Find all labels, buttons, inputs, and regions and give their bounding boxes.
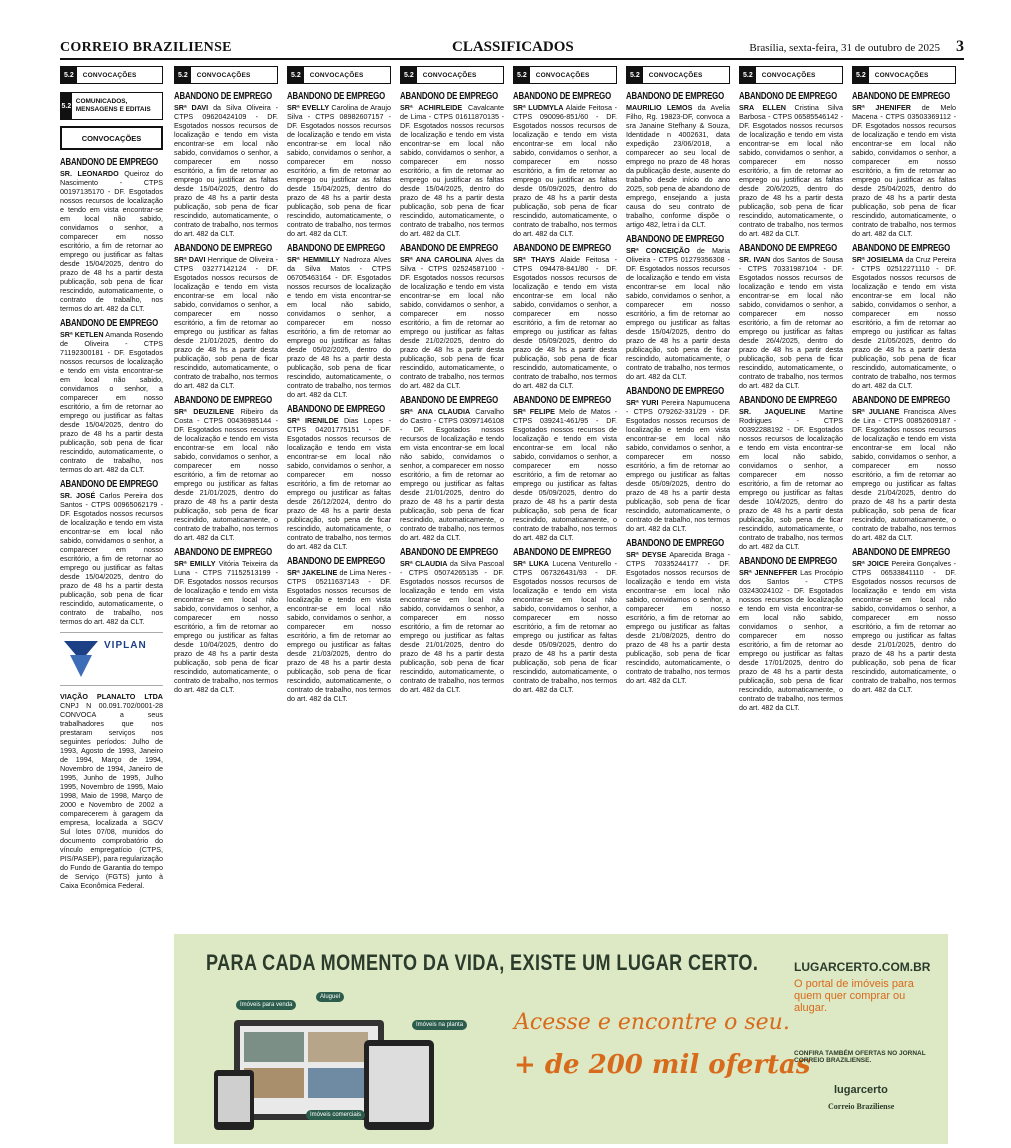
correio-logo: Correio Braziliense — [828, 1102, 895, 1111]
banner-pill: Imóveis comerciais — [306, 1110, 365, 1120]
ad-name: SRª FELIPE — [513, 407, 555, 416]
section-tag: 5.2 — [288, 67, 304, 83]
ad-body — [852, 407, 956, 542]
ad-text: Dias Lopes - CTPS 04201775151 - DF. Esgotados nossos recursos de localização e tendo em vista encontrar-se em local não sabido, convidamos o senhor, a comparecer em nosso escritório, a fim de retornar ao emprego ou justificar as faltas desde 26/12/2024, dentro do prazo de 48 hs a partir desta publicação, sob pena de ficar rescindido, automaticamente, o contrato de trabalho, nos termos do art. 482 da CLT. — [287, 416, 392, 551]
ad-title: ABANDONO DE EMPREGO — [60, 318, 159, 329]
ad-title: ABANDONO DE EMPREGO — [739, 243, 838, 254]
ad-text: de Melo Macena - CTPS 03503369112 - DF. Esgotados nossos recursos de localização e tendo em vista encontrar-se em local não sabido, convidamos o senhor, a comparecer em nosso escritório, a fim de retornar ao emprego ou justificar as faltas desde 25/04/2025, dentro do prazo de 48 hs a partir desta publicação, sob pena de ficar rescindido, automaticamente, o contrato de trabalho, nos termos do art. 482 da CLT. — [852, 103, 957, 238]
classified-ad — [400, 396, 504, 542]
ad-title: ABANDONO DE EMPREGO — [174, 91, 273, 102]
column-label: CONVOCAÇÕES — [82, 71, 137, 79]
ad-body — [513, 255, 617, 390]
classified-ad — [400, 92, 504, 238]
ad-body — [60, 491, 163, 626]
column-1 — [60, 66, 163, 896]
ad-title: ABANDONO DE EMPREGO — [174, 547, 273, 558]
ad-body — [174, 407, 278, 542]
column-header — [287, 66, 391, 84]
ad-name: SRª JAKELINE — [287, 568, 338, 577]
section-label: COMUNICADOS, MENSAGENS E EDITAIS — [75, 98, 151, 113]
ad-text: da Avelia Filho, Rg. 19823-DF, convoca a sra Janaine Stefhany & Souza, Identidade n 4002631, data expedição 23/06/2018, a comparecer ao seu local de emprego no prazo de 48 horas da publicação deste, ausente do trabalho desde início do ano 2025, sob pena de abandono de emprego, ensejando a justa causa do seu contrato de trabalho, conforme dispõe o artigo 482, letra i da CLT. — [626, 103, 730, 229]
ad-title: ABANDONO DE EMPREGO — [287, 556, 386, 567]
ad-title: ABANDONO DE EMPREGO — [400, 547, 499, 558]
ad-name: SRª DEUZILENE — [174, 407, 234, 416]
column-label: CONVOCAÇÕES — [422, 71, 477, 79]
ad-text: Ribeiro da Costa - CTPS 00436985144 - DF. Esgotados nossos recursos de localização e tendo em vista encontrar-se em local não sabido, convidamos o senhor, a comparecer em nosso escritório, a fim de retornar ao emprego ou justificar as faltas desde 21/01/2025, dentro do prazo de 48 hs a partir desta publicação, sob pena de ficar rescindido, automaticamente, o contrato de trabalho, nos termos do art. 482 da CLT. — [174, 407, 279, 542]
ad-text: da Cruz Pereira - CTPS 02512271110 - DF. Esgotados nossos recursos de localização e tendo em vista encontrar-se em local não sabido, convidamos o senhor, a comparecer em nosso escritório, a fim de retornar ao emprego ou justificar as faltas desde 21/05/2025, dentro do prazo de 48 hs a partir desta publicação, sob pena de ficar rescindido, automaticamente, o contrato de trabalho, nos termos do art. 482 da CLT. — [852, 255, 956, 390]
ad-body — [739, 103, 843, 238]
ad-text: Las Procópio dos Santos - CTPS 03243024102 - DF. Esgotados nossos recursos de localização e tendo em vista encontrar-se em local não sabido, convidamos o senhor, a comparecer em nosso escritório, a fim de retornar ao emprego ou justificar as faltas desde 17/01/2025, dentro do prazo de 48 hs a partir desta publicação, sob pena de ficar rescindido, automaticamente, o contrato de trabalho, nos termos do art. 482 da CLT. — [739, 568, 843, 712]
ad-title: ABANDONO DE EMPREGO — [852, 243, 951, 254]
classified-ad — [513, 92, 617, 238]
column-header — [400, 66, 504, 84]
classified-ad — [513, 244, 617, 390]
ad-title: ABANDONO DE EMPREGO — [400, 243, 499, 254]
ad-body — [513, 103, 617, 238]
ad-body — [174, 559, 278, 694]
ad-name: SRª ANA CLAUDIA — [400, 407, 471, 416]
column-header — [513, 66, 617, 84]
banner-site: LUGARCERTO.COM.BR — [794, 960, 931, 974]
ad-text: de Lima Neres - CTPS 05211637143 - DF. Esgotados nossos recursos de localização e tendo em vista encontrar-se em local não sabido, convidamos o senhor, a comparecer em nosso escritório, a fim de retornar ao emprego ou justificar as faltas desde 21/03/2025, dentro do prazo de 48 hs a partir desta publicação, sob pena de ficar rescindido, automaticamente, o contrato de trabalho, nos termos do art. 482 da CLT. — [287, 568, 392, 703]
ad-text: Vitória Teixeira da Luna - CTPS 71152513199 - DF. Esgotados nossos recursos de localização e tendo em vista encontrar-se em local não sabido, convidamos o senhor, a comparecer em nosso escritório, a fim de retornar ao emprego ou justificar as faltas desde 10/04/2025, dentro do prazo de 48 hs a partir desta publicação, sob pena de ficar rescindido, automaticamente, o contrato de trabalho, nos termos do art. 482 da CLT. — [174, 559, 278, 694]
section-tag: 5.2 — [61, 67, 77, 83]
ad-name: MAURILIO LEMOS — [626, 103, 693, 112]
ad-title: ABANDONO DE EMPREGO — [513, 243, 612, 254]
column-header — [60, 66, 163, 84]
ad-body — [513, 559, 617, 694]
ad-title: ABANDONO DE EMPREGO — [739, 91, 838, 102]
classified-ad — [400, 548, 504, 694]
ad-body — [739, 407, 843, 551]
ad-title: ABANDONO DE EMPREGO — [739, 395, 838, 406]
column-5 — [513, 66, 617, 700]
ad-body — [626, 550, 730, 685]
ad-title: ABANDONO DE EMPREGO — [852, 395, 951, 406]
ad-title: ABANDONO DE EMPREGO — [400, 395, 499, 406]
ad-name: SR. JOSÉ — [60, 491, 96, 500]
ad-body — [626, 246, 730, 381]
column-4 — [400, 66, 504, 700]
ad-list — [626, 92, 730, 685]
classified-ad — [852, 548, 956, 694]
ad-title: ABANDONO DE EMPREGO — [513, 547, 612, 558]
classified-ad — [626, 235, 730, 381]
ad-list — [852, 92, 956, 694]
notice-body: CNPJ N 00.091.702/0001-28 CONVOCA a seus trabalhadores que nos prestaram serviços nos seguintes períodos: Julho de 1993, Agosto de 1993, Janeiro de 1994, Março de 1994, Novembro de 1994, Janeiro de 1995, Junho de 1995, Julho 1995, Novembro de 1995, Maio 1998, Maio de 1998, Março de 2000 e Novembro de 2002 a comparecerem à garagem da empresa, localizada a SGCV Sul lotes 07/08, munidos do documento comprobatório do vínculo empregatício (CTPS, PIS/PASEP), para regularização do Fundo de Garantia do tempo de Serviço (FGTS) junto à Caixa Econômica Federal. — [60, 701, 163, 890]
classified-ad — [287, 244, 391, 399]
classified-ad — [852, 396, 956, 542]
ad-title: ABANDONO DE EMPREGO — [626, 234, 725, 245]
ad-title: ABANDONO DE EMPREGO — [174, 243, 273, 254]
column-8 — [852, 66, 956, 700]
classified-ad — [174, 244, 278, 390]
ad-title: ABANDONO DE EMPREGO — [400, 91, 499, 102]
ad-body — [739, 255, 843, 390]
ad-text: Lucena Venturello - CTPS 067326431/93 - DF. Esgotados nossos recursos de localização e tendo em vista encontrar-se em local não sabido, convidamos o senhor, a comparecer em nosso escritório, a fim de retornar ao emprego ou justificar as faltas desde 05/09/2025, dentro do prazo de 48 hs a partir desta publicação, sob pena de ficar rescindido, automaticamente, o contrato de trabalho, nos termos do art. 482 da CLT. — [513, 559, 618, 694]
classified-ad — [174, 548, 278, 694]
column-label: CONVOCAÇÕES — [196, 71, 251, 79]
section-box — [60, 92, 163, 120]
classified-ad — [513, 396, 617, 542]
ad-body — [852, 255, 956, 390]
ad-name: SRª THAYS — [513, 255, 555, 264]
ad-text: Martine Rodrigues - CTPS 00392288192 - DF. Esgotados nossos recursos de localização e tendo em vista encontrar-se em local não sabido, convidamos o senhor, a comparecer em nosso escritório, a fim de retornar ao emprego ou justificar as faltas desde 10/4/2025, dentro do prazo de 48 hs a partir desta publicação, sob pena de ficar rescindido, automaticamente, o contrato de trabalho, nos termos do art. 482 da CLT. — [739, 407, 843, 551]
ad-text: Pereira Napumucena - CTPS 079262-331/29 - DF. Esgotados nossos recursos de localização e tendo em vista encontrar-se em local não sabido, convidamos o senhor, a comparecer em nosso escritório, a fim de retornar ao emprego ou justificar as faltas desde 05/09/2025, dentro do prazo de 48 hs a partir desta publicação, sob pena de ficar rescindido, automaticamente, o contrato de trabalho, nos termos do art. 482 da CLT. — [626, 398, 730, 533]
ad-body — [626, 398, 730, 533]
ad-body — [400, 559, 504, 694]
classified-ad — [739, 92, 843, 238]
ad-title: ABANDONO DE EMPREGO — [287, 91, 386, 102]
ad-title: ABANDONO DE EMPREGO — [852, 547, 951, 558]
page-number: 3 — [956, 38, 964, 55]
column-6 — [626, 66, 730, 691]
ad-name: SRª DEYSE — [626, 550, 667, 559]
classified-ad — [626, 539, 730, 685]
banner-pill: Imóveis para venda — [236, 1000, 296, 1010]
ad-text: Alaide Feitosa - CTPS 090096-851/60 - DF. Esgotados nossos recursos de localização e tendo em vista encontrar-se em local não sabido, convidamos o senhor, a comparecer em nosso escritório, a fim de retornar ao emprego ou justificar as faltas desde 05/09/2025, dentro do prazo de 48 hs a partir desta publicação, sob pena de ficar rescindido, automaticamente, o contrato de trabalho, nos termos do art. 482 da CLT. — [513, 103, 618, 238]
classified-ad — [60, 319, 163, 474]
banner-offers: + de 200 mil ofertas — [514, 1050, 811, 1080]
section-tag: 5.2 — [401, 67, 417, 83]
viplan-logo — [60, 632, 163, 686]
ad-name: SRª EVELLY — [287, 103, 330, 112]
ad-name: SRª IRENILDE — [287, 416, 339, 425]
ad-title: ABANDONO DE EMPREGO — [626, 91, 725, 102]
ad-name: SRª YURI — [626, 398, 659, 407]
lugarcerto-banner — [174, 934, 948, 1144]
ad-text: Alves da Silva - CTPS 02524587100 - DF. Esgotados nossos recursos de localização e tendo em vista encontrar-se em local não sabido, convidamos o senhor, a comparecer em nosso escritório, a fim de retornar ao emprego ou justificar as faltas desde 21/02/2025, dentro do prazo de 48 hs a partir desta publicação, sob pena de ficar rescindido, automaticamente, o contrato de trabalho, nos termos do art. 482 da CLT. — [400, 255, 504, 390]
column-label: CONVOCAÇÕES — [761, 71, 816, 79]
classified-ad — [739, 244, 843, 390]
ad-list — [513, 92, 617, 694]
classified-ad — [513, 548, 617, 694]
column-header — [174, 66, 278, 84]
classified-ad — [852, 92, 956, 238]
column-label: CONVOCAÇÕES — [535, 71, 590, 79]
ad-list — [739, 92, 843, 712]
subsection-box: CONVOCAÇÕES — [60, 126, 163, 150]
ad-text: Henrique de Oliveira - CTPS 03277142124 - DF. Esgotados nossos recursos de localização e tendo em vista encontrar-se em local não sabido, convidamos o senhor, a comparecer em nosso escritório, a fim de retornar ao emprego ou justificar as faltas desde 21/01/2025, dentro do prazo de 48 hs a partir desta publicação, sob pena de ficar rescindido, automaticamente, o contrato de trabalho, nos termos do art. 482 da CLT. — [174, 255, 279, 390]
classified-ad — [400, 244, 504, 390]
section-tag: 5.2 — [740, 67, 756, 83]
ad-text: dos Santos de Sousa - CTPS 70331987104 - DF. Esgotados nossos recursos de localização e tendo em vista encontrar-se em local não sabido, convidamos o senhor, a comparecer em nosso escritório, a fim de retornar ao emprego ou justificar as faltas desde 26/4/2025, dentro do prazo de 48 hs a partir desta publicação, sob pena de ficar rescindido, automaticamente, o contrato de trabalho, nos termos do art. 482 da CLT. — [739, 255, 843, 390]
ad-title: ABANDONO DE EMPREGO — [287, 404, 386, 415]
section-tag: 5.2 — [514, 67, 530, 83]
devices-illustration-icon — [214, 990, 464, 1130]
ad-title: ABANDONO DE EMPREGO — [60, 479, 159, 490]
ad-name: SRª DAVI — [174, 103, 209, 112]
section-tag: 5.2 — [627, 67, 643, 83]
section-tag: 5.2 — [175, 67, 191, 83]
classified-ad — [287, 92, 391, 238]
banner-pill: Aluguel — [316, 992, 344, 1002]
company-name: VIAÇÃO PLANALTO LTDA — [60, 692, 163, 701]
ad-body — [739, 568, 843, 712]
ad-title: ABANDONO DE EMPREGO — [626, 386, 725, 397]
ad-text: Alaide Feitosa - CTPS 094478-841/80 - DF. Esgotados nossos recursos de localização e tendo em vista encontrar-se em local não sabido, convidamos o senhor, a comparecer em nosso escritório, a fim de retornar ao emprego ou justificar as faltas desde 05/09/2025, dentro do prazo de 48 hs a partir desta publicação, sob pena de ficar rescindido, automaticamente, o contrato de trabalho, nos termos do art. 482 da CLT. — [513, 255, 618, 390]
section-tag: 5.2 — [853, 67, 869, 83]
ad-text: da Silva Pascoal - CTPS 05074265135 - DF. Esgotados nossos recursos de localização e tendo em vista encontrar-se em local não sabido, convidamos o senhor, a comparecer em nosso escritório, a fim de retornar ao emprego ou justificar as faltas desde 21/01/2025, dentro do prazo de 48 hs a partir desta publicação, sob pena de ficar rescindido, automaticamente, o contrato de trabalho, nos termos do art. 482 da CLT. — [400, 559, 504, 694]
ad-body — [174, 103, 278, 238]
ad-body — [287, 255, 391, 399]
classified-ad — [60, 158, 163, 313]
ad-title: ABANDONO DE EMPREGO — [513, 395, 612, 406]
column-header — [626, 66, 730, 84]
ad-name: SR. IVAN — [739, 255, 771, 264]
classified-ad — [626, 92, 730, 229]
ad-name: SRª LUKA — [513, 559, 549, 568]
ad-name: SRª KETLEN — [60, 330, 104, 339]
ad-name: SRª JOICE — [852, 559, 889, 568]
viplan-notice — [60, 692, 163, 890]
banner-pill: Imóveis na planta — [412, 1020, 467, 1030]
lugarcerto-logo: lugarcerto — [834, 1084, 888, 1096]
ad-text: Carolina de Araujo Silva - CTPS 08982607157 - DF. Esgotados nossos recursos de localização e tendo em vista encontrar-se em local não sabido, convidamos o senhor, a comparecer em nosso escritório, a fim de retornar ao emprego ou justificar as faltas desde 15/04/2025, dentro do prazo de 48 hs a partir desta publicação, sob pena de ficar rescindido, automaticamente, o contrato de trabalho, nos termos do art. 482 da CLT. — [287, 103, 391, 238]
masthead: CORREIO BRAZILIENSE — [60, 40, 232, 55]
ad-text: Cristina Silva Barbosa - CTPS 06585546142 - DF. Esgotados nossos recursos de localização e tendo em vista encontrar-se em local não sabido, convidamos o senhor, a comparecer em nosso escritório, a fim de retornar ao emprego ou justificar as faltas desde 20/6/2025, dentro do prazo de 48 hs a partir desta publicação, sob pena de ficar rescindido, automaticamente, o contrato de trabalho, nos termos do art. 482 da CLT. — [739, 103, 843, 238]
ad-body — [400, 255, 504, 390]
classified-ad — [626, 387, 730, 533]
page-header — [60, 38, 964, 60]
column-7 — [739, 66, 843, 718]
ad-text: Melo de Matos - CTPS 039241-461/95 - DF. Esgotados nossos recursos de localização e tendo em vista encontrar-se em local não sabido, convidamos o senhor, a comparecer em nosso escritório, a fim de retornar ao emprego ou justificar as faltas desde 05/09/2025, dentro do prazo de 48 hs a partir desta publicação, sob pena de ficar rescindido, automaticamente, o contrato de trabalho, nos termos do art. 482 da CLT. — [513, 407, 618, 542]
section-title: CLASSIFICADOS — [452, 39, 574, 55]
section-tag: 5.2 — [61, 93, 72, 119]
ad-name: SR. LEONARDO — [60, 169, 119, 178]
banner-headline: PARA CADA MOMENTO DA VIDA, EXISTE UM LUGAR CERTO. — [206, 950, 759, 975]
ad-text: Queiroz do Nascimento - CTPS 00197135170 - DF. Esgotados nossos recursos de localização e tendo em vista encontrar-se em local não sabido, convidamos o senhor, a comparecer em nosso escritório, a fim de retornar ao emprego ou justificar as faltas desde 15/04/2025, dentro do prazo de 48 hs a partir desta publicação, sob pena de ficar rescindido, automaticamente, o contrato de trabalho, nos termos do art. 482 da CLT. — [60, 169, 163, 313]
column-header — [739, 66, 843, 84]
ad-name: SRª JENNEFFER — [739, 568, 798, 577]
ad-text: Cavalcante de Lima - CTPS 01611870135 - DF. Esgotados nossos recursos de localização e tendo em vista encontrar-se em local não sabido, convidamos o senhor, a comparecer em nosso escritório, a fim de retornar ao emprego ou justificar as faltas desde 15/04/2025, dentro do prazo de 48 hs a partir desta publicação, sob pena de ficar rescindido, automaticamente, o contrato de trabalho, nos termos do art. 482 da CLT. — [400, 103, 504, 238]
viplan-emblem-icon — [64, 641, 98, 677]
ad-body — [287, 416, 391, 551]
column-2 — [174, 66, 278, 700]
classified-ad — [287, 405, 391, 551]
ad-title: ABANDONO DE EMPREGO — [852, 91, 951, 102]
classified-ad — [739, 557, 843, 712]
ad-body — [626, 103, 730, 229]
ad-body — [513, 407, 617, 542]
ad-title: ABANDONO DE EMPREGO — [174, 395, 273, 406]
banner-portal: O portal de imóveis para quem quer comprar ou alugar. — [794, 978, 914, 1014]
ad-name: SRª ACHIRLEIDE — [400, 103, 463, 112]
ad-text: Carlos Pereira dos Santos - CTPS 00965062179 - DF. Esgotados nossos recursos de localização e tendo em vista encontrar-se em local não sabido, convidamos o senhor, a comparecer em nosso escritório, a fim de retornar ao emprego ou justificar as faltas desde 15/04/2025, dentro do prazo de 48 hs a partir desta publicação, sob pena de ficar rescindido, automaticamente, o contrato de trabalho, nos termos do art. 482 da CLT. — [60, 491, 163, 626]
classified-ad — [174, 92, 278, 238]
ad-body — [287, 568, 391, 703]
ad-title: ABANDONO DE EMPREGO — [287, 243, 386, 254]
column-label: CONVOCAÇÕES — [648, 71, 703, 79]
classified-ad — [739, 396, 843, 551]
ad-list — [60, 158, 163, 626]
ad-text: de Maria Oliveira - CTPS 01279356308 - DF. Esgotados nossos recursos de localização e tendo em vista encontrar-se em local não sabido, convidamos o senhor, a comparecer em nosso escritório, a fim de retornar ao emprego ou justificar as faltas desde 15/04/2025, dentro do prazo de 48 hs a partir desta publicação, sob pena de ficar rescindido, automaticamente, o contrato de trabalho, nos termos do art. 482 da CLT. — [626, 246, 730, 381]
ad-name: SRª HEMMILLY — [287, 255, 340, 264]
ad-name: SRª LUDMYLA — [513, 103, 564, 112]
ad-body — [400, 407, 504, 542]
ad-list — [174, 92, 278, 694]
ad-list — [287, 92, 391, 703]
classified-ad — [174, 396, 278, 542]
ad-name: SRª JOSIELMA — [852, 255, 904, 264]
ad-body — [287, 103, 391, 238]
ad-title: ABANDONO DE EMPREGO — [626, 538, 725, 549]
ad-name: SRª CLAUDIA — [400, 559, 448, 568]
viplan-brand: VIPLAN — [104, 640, 147, 651]
ad-body — [400, 103, 504, 238]
ad-name: SRª EMILLY — [174, 559, 216, 568]
ad-list — [400, 92, 504, 694]
column-label: CONVOCAÇÕES — [874, 71, 929, 79]
column-3 — [287, 66, 391, 709]
ad-body — [60, 169, 163, 313]
ad-text: Aparecida Braga - CTPS 70335244177 - DF. Esgotados nossos recursos de localização e tendo em vista encontrar-se em local não sabido, convidamos o senhor, a comparecer em nosso escritório, a fim de retornar ao emprego ou justificar as faltas desde 21/08/2025, dentro do prazo de 48 hs a partir desta publicação, sob pena de ficar rescindido, automaticamente, o contrato de trabalho, nos termos do art. 482 da CLT. — [626, 550, 730, 685]
ad-name: SRª JHENIFER — [852, 103, 911, 112]
ad-title: ABANDONO DE EMPREGO — [60, 157, 159, 168]
ad-name: SRª DAVI — [174, 255, 206, 264]
ad-body — [852, 559, 956, 694]
classified-ad — [287, 557, 391, 703]
column-header — [852, 66, 956, 84]
ad-text: Amanda Rosendo de Oliveira - CTPS 71192300181 - DF. Esgotados nossos recursos de localização e tendo em vista encontrar-se em local não sabido, convidamos o senhor, a comparecer em nosso escritório, a fim de retornar ao emprego ou justificar as faltas desde 15/04/2025, dentro do prazo de 48 hs a partir desta publicação, sob pena de ficar rescindido, automaticamente, o contrato de trabalho, nos termos do art. 482 da CLT. — [60, 330, 163, 474]
ad-body — [60, 330, 163, 474]
classified-ad — [852, 244, 956, 390]
banner-confira: CONFIRA TAMBÉM OFERTAS NO JORNAL CORREIO BRAZILIENSE. — [794, 1050, 926, 1064]
ad-title: ABANDONO DE EMPREGO — [739, 556, 838, 567]
ad-name: SRA ELLEN — [739, 103, 786, 112]
classified-ad — [60, 480, 163, 626]
ad-name: SR. JAQUELINE — [739, 407, 806, 416]
ad-text: Nadroza Alves da Silva Matos - CTPS 06705463164 - DF. Esgotados nossos recursos de localização e tendo em vista encontrar-se em local não sabido, convidamos o senhor, a comparecer em nosso escritório, a fim de retornar ao emprego ou justificar as faltas desde 05/02/2025, dentro do prazo de 48 hs a partir desta publicação, sob pena de ficar rescindido, automaticamente, o contrato de trabalho, nos termos do art. 482 da CLT. — [287, 255, 392, 399]
ad-text: Pereira Gonçalves - CTPS 06533841110 - DF. Esgotados nossos recursos de localização e tendo em vista encontrar-se em local não sabido, convidamos o senhor, a comparecer em nosso escritório, a fim de retornar ao emprego ou justificar as faltas desde 21/01/2025, dentro do prazo de 48 hs a partir desta publicação, sob pena de ficar rescindido, automaticamente, o contrato de trabalho, nos termos do art. 482 da CLT. — [852, 559, 957, 694]
column-label: CONVOCAÇÕES — [309, 71, 364, 79]
ad-body — [852, 103, 956, 238]
ad-title: ABANDONO DE EMPREGO — [513, 91, 612, 102]
ad-body — [174, 255, 278, 390]
ad-text: da Silva Oliveira - CTPS 09620424109 - DF. Esgotados nossos recursos de localização e tendo em vista encontrar-se em local não sabido, convidamos o senhor, a comparecer em nosso escritório, a fim de retornar ao emprego ou justificar as faltas desde 15/04/2025, dentro do prazo de 48 hs a partir desta publicação, sob pena de ficar rescindido, automaticamente, o contrato de trabalho, nos termos do art. 482 da CLT. — [174, 103, 279, 238]
ad-name: SRª JULIANE — [852, 407, 900, 416]
dateline: Brasília, sexta-feira, 31 de outubro de 2025 — [749, 42, 940, 54]
banner-slogan: Acesse e encontre o seu. — [514, 1010, 790, 1035]
ad-name: SRª CONCEIÇÃO — [626, 246, 690, 255]
ad-name: SRª ANA CAROLINA — [400, 255, 473, 264]
ad-text: Carvalho do Castro - CTPS 03097146108 - DF. Esgotados nossos recursos de localização e tendo em vista encontrar-se em local não sabido, convidamos o senhor, a comparecer em nosso escritório, a fim de retornar ao emprego ou justificar as faltas desde 21/01/2025, dentro do prazo de 48 hs a partir desta publicação, sob pena de ficar rescindido, automaticamente, o contrato de trabalho, nos termos do art. 482 da CLT. — [400, 407, 504, 542]
ad-text: Francisca Alves de Lira - CTPS 00852609187 - DF. Esgotados nossos recursos de localização e tendo em vista encontrar-se em local não sabido, convidamos o senhor, a comparecer em nosso escritório, a fim de retornar ao emprego ou justificar as faltas desde 21/04/2025, dentro do prazo de 48 hs a partir desta publicação, sob pena de ficar rescindido, automaticamente, o contrato de trabalho, nos termos do art. 482 da CLT. — [852, 407, 956, 542]
